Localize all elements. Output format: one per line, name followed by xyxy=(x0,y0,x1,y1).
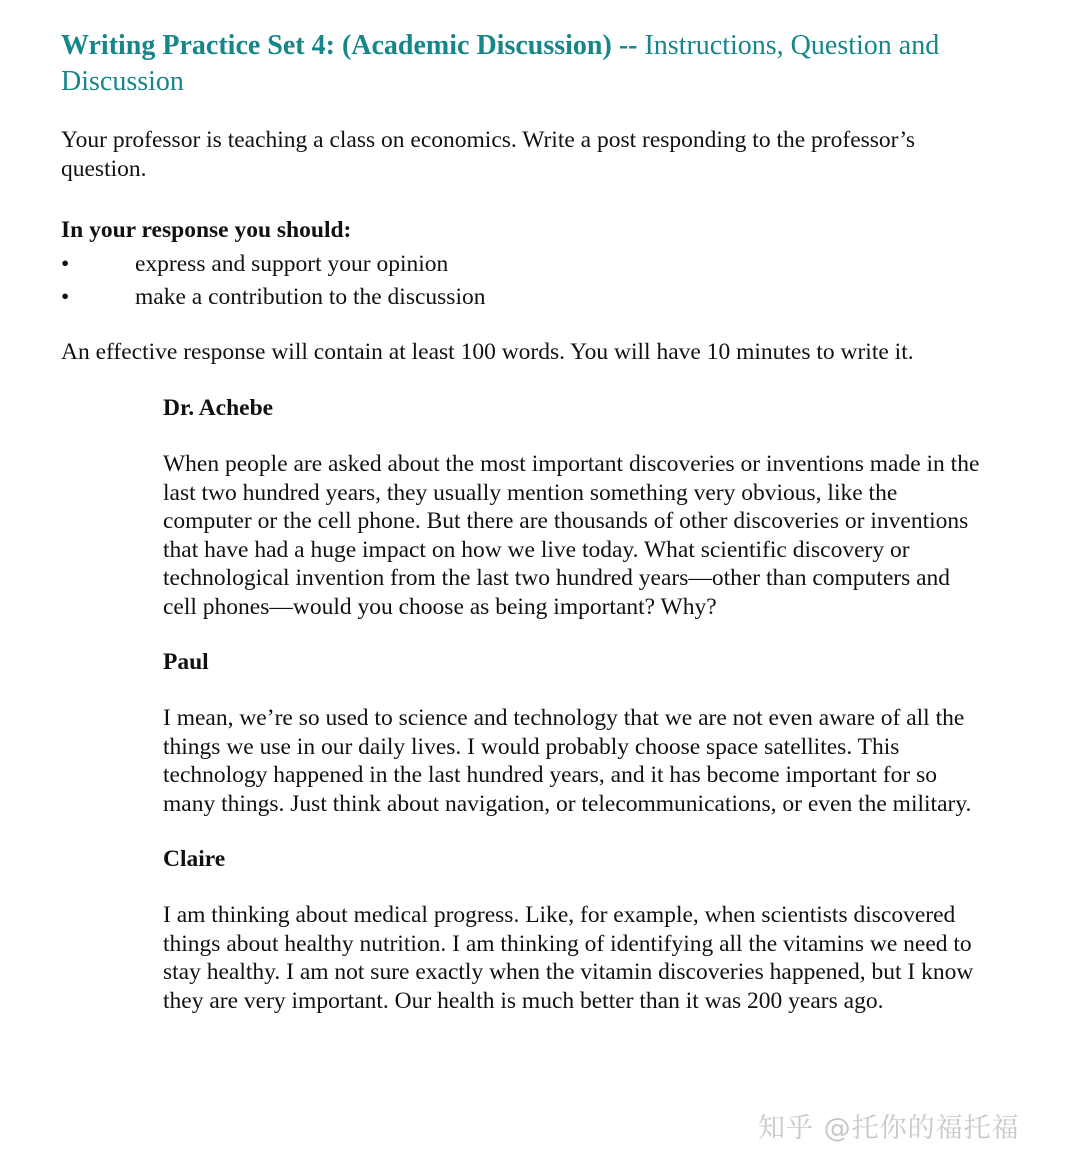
speaker-name: Dr. Achebe xyxy=(163,395,274,421)
discussion-post: When people are asked about the most important discoveries or inventions made in the last two hundred years, they usually mention something very obvious, like the computer or the cell phone. But there are thousands of other discoveries or inventions that have had a huge impact on how we live today. What scientific discovery or technological invention from the last two hundred years—other than computers and cell phones—would you choose as being important? Why? xyxy=(163,451,980,620)
title-bold-part: Writing Practice Set 4: (Academic Discussion) -- xyxy=(61,30,638,61)
bullet-icon: • xyxy=(61,284,70,310)
page-title xyxy=(61,28,941,100)
speaker-name: Claire xyxy=(163,846,226,872)
list-item xyxy=(61,248,1021,281)
intro-paragraph: Your professor is teaching a class on economics. Write a post responding to the professor’s question. xyxy=(61,127,916,182)
response-heading: In your response you should: xyxy=(61,217,352,243)
discussion-thread xyxy=(163,394,983,1015)
list-item-text: express and support your opinion xyxy=(135,251,449,277)
list-item xyxy=(61,281,1021,314)
document-page xyxy=(61,28,1021,1015)
list-item-text: make a contribution to the discussion xyxy=(135,284,486,310)
watermark: 知乎 @托你的福托福 xyxy=(758,1113,1020,1144)
discussion-post: I mean, we’re so used to science and technology that we are not even aware of all the things we use in our daily lives. I would probably choose space satellites. This technology happened in the last hundred years, and it has become important for so many things. Just think about navigation, or telecommunications, or even the military. xyxy=(163,705,972,817)
effective-response-note: An effective response will contain at least 100 words. You will have 10 minutes to write it. xyxy=(61,339,914,365)
instruction-list xyxy=(61,248,1021,314)
speaker-name: Paul xyxy=(163,649,209,675)
title-rest: Instructions, Question and Discussion xyxy=(61,30,940,97)
bullet-icon: • xyxy=(61,251,70,277)
discussion-post: I am thinking about medical progress. Like, for example, when scientists discovered things about healthy nutrition. I am thinking of identifying all the vitamins we need to stay healthy. I am not sure exactly when the vitamin discoveries happened, but I know they are very important. Our health is much better than it was 200 years ago. xyxy=(163,902,974,1014)
